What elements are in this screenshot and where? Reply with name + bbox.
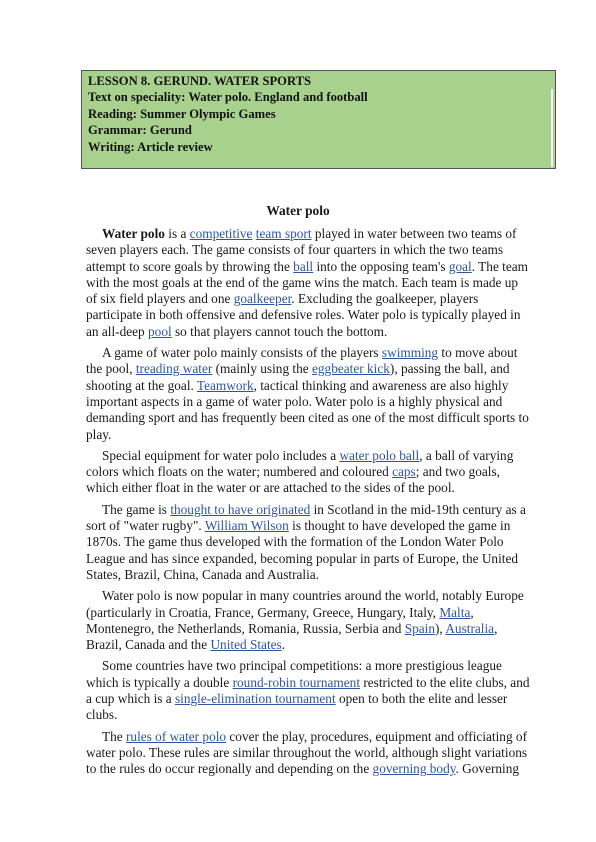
- text-run: . Governing: [455, 761, 520, 777]
- text-line: [86, 745, 551, 761]
- text-line: [86, 242, 551, 258]
- hyperlink[interactable]: thought to have originated: [170, 501, 311, 517]
- hyperlink[interactable]: Teamwork: [196, 377, 254, 393]
- text-run: cover the play, procedures, equipment and officiating of: [226, 728, 527, 744]
- text-line: [86, 518, 551, 534]
- text-run: A game of water polo mainly consists of the players: [102, 345, 382, 361]
- hyperlink[interactable]: goal: [448, 258, 472, 274]
- text-line: [86, 410, 551, 426]
- paragraph: [86, 345, 551, 443]
- hyperlink[interactable]: pool: [148, 323, 172, 339]
- writing-line: Writing: Article review: [88, 139, 213, 154]
- bold-term: Water polo: [102, 226, 165, 241]
- text-line: [86, 378, 551, 394]
- hyperlink[interactable]: eggbeater kick: [312, 361, 390, 377]
- text-run: sort of "water rugby".: [86, 518, 205, 534]
- hyperlink[interactable]: treading water: [135, 361, 213, 377]
- text-line: [86, 551, 551, 567]
- text-line: [86, 691, 551, 707]
- text-line: [86, 588, 551, 604]
- text-run: .: [281, 637, 286, 653]
- text-run: which is typically a double: [86, 674, 233, 690]
- paragraph: [86, 502, 551, 583]
- text-run: play.: [86, 426, 112, 442]
- text-run: 1870s. The game thus developed with the formation of the London Water Polo: [86, 534, 504, 550]
- text-run: ; and two goals,: [415, 464, 500, 480]
- text-run: played in water between two teams of: [311, 226, 517, 241]
- text-line: [86, 226, 551, 242]
- text-line: [86, 675, 551, 691]
- grammar-line: Grammar: Gerund: [88, 123, 192, 138]
- hyperlink[interactable]: United States: [210, 637, 282, 653]
- text-run: is a: [164, 226, 190, 241]
- text-run: ),: [434, 620, 446, 636]
- text-line: [86, 761, 551, 777]
- paragraph: [86, 658, 551, 723]
- header-right-rule: [551, 89, 553, 167]
- text-run: , a ball of varying: [419, 447, 514, 463]
- text-line: [86, 502, 551, 518]
- article-title: Water polo: [266, 203, 330, 218]
- text-line: [86, 621, 551, 637]
- text-run: shooting at the goal.: [86, 377, 197, 393]
- hyperlink[interactable]: water polo ball: [339, 447, 420, 463]
- text-run: , tactical thinking and awareness are also highly: [253, 377, 509, 393]
- text-run: The: [102, 728, 126, 744]
- paragraph: [86, 226, 551, 340]
- lesson-title: LESSON 8. GERUND. WATER SPORTS: [88, 74, 312, 88]
- text-run: participate in both offensive and defensive roles. Water polo is typically played in: [86, 307, 521, 323]
- text-line: [86, 394, 551, 410]
- hyperlink[interactable]: governing body: [372, 761, 456, 777]
- text-run: is thought to have developed the game in: [288, 518, 511, 534]
- lesson-header-box: [81, 70, 556, 169]
- text-line: [86, 637, 551, 653]
- text-line: [86, 259, 551, 275]
- hyperlink[interactable]: competitive: [189, 226, 253, 241]
- text-run: ), passing the ball, and: [389, 361, 510, 377]
- text-run: (particularly in Croatia, France, Germany, Greece, Hungary, Italy,: [86, 604, 440, 620]
- text-run: Montenegro, the Netherlands, Romania, Russia, Serbia and: [86, 620, 405, 636]
- text-run: to move about: [438, 345, 518, 361]
- text-run: States, Brazil, China, Canada and Australia.: [86, 566, 320, 582]
- paragraph: [86, 588, 551, 653]
- text-line: [86, 567, 551, 583]
- text-run: demanding sport and has frequently been cited as one of the most difficult sports to: [86, 410, 529, 426]
- text-line: [86, 361, 551, 377]
- article-body: [86, 226, 551, 783]
- text-run: Some countries have two principal competitions: a more prestigious league: [102, 658, 502, 674]
- text-line: [86, 307, 551, 323]
- hyperlink[interactable]: caps: [392, 464, 416, 480]
- text-run: water polo. These rules are similar throughout the world, although slight variations: [86, 744, 528, 760]
- text-line: [86, 534, 551, 550]
- text-run: Special equipment for water polo includes a: [102, 447, 340, 463]
- hyperlink[interactable]: single-elimination tournament: [175, 691, 336, 707]
- text-run: colors which floats on the water; numbered and coloured: [86, 464, 393, 480]
- text-run: open to both the elite and lesser: [335, 691, 508, 707]
- text-line: [86, 324, 551, 340]
- text-run: . The team: [471, 258, 529, 274]
- text-run: clubs.: [86, 707, 118, 723]
- text-line: [86, 605, 551, 621]
- text-line: [86, 345, 551, 361]
- text-line: [86, 480, 551, 496]
- hyperlink[interactable]: Spain: [404, 620, 435, 636]
- hyperlink[interactable]: round-robin tournament: [232, 674, 361, 690]
- hyperlink[interactable]: ball: [293, 258, 314, 274]
- text-line: [86, 707, 551, 723]
- hyperlink[interactable]: team sport: [255, 226, 312, 241]
- text-run: to the rules do occur regionally and depending on the: [86, 761, 373, 777]
- text-run: so that players cannot touch the bottom.: [171, 323, 388, 339]
- text-run: of six field players and one: [86, 291, 234, 307]
- text-run: ,: [494, 620, 498, 636]
- hyperlink[interactable]: Australia: [445, 620, 495, 636]
- text-run: with the most goals at the end of the game wins the match. Each team is made up: [86, 274, 519, 290]
- hyperlink[interactable]: William Wilson: [204, 518, 289, 534]
- paragraph: [86, 448, 551, 497]
- text-line: [86, 658, 551, 674]
- text-line: [86, 448, 551, 464]
- text-run: Brazil, Canada and the: [86, 637, 211, 653]
- text-run: Water polo is now popular in many countries around the world, notably Europe: [102, 588, 524, 604]
- speciality-text-line: Text on speciality: Water polo. England and football: [88, 90, 368, 105]
- text-run: League and has since expanded, becoming popular in parts of Europe, the United: [86, 550, 519, 566]
- text-run: a cup which is a: [86, 691, 175, 707]
- hyperlink[interactable]: swimming: [381, 345, 439, 361]
- text-run: ,: [470, 604, 474, 620]
- text-run: into the opposing team's: [313, 258, 449, 274]
- text-run: an all-deep: [86, 323, 149, 339]
- text-run: the pool,: [86, 361, 136, 377]
- text-line: [86, 427, 551, 443]
- text-run: (mainly using the: [212, 361, 312, 377]
- text-run: restricted to the elite clubs, and: [360, 674, 530, 690]
- text-line: [86, 275, 551, 291]
- paragraph: [86, 729, 551, 778]
- text-run: important aspects in a game of water polo. Water polo is a highly physical and: [86, 393, 503, 409]
- text-line: [86, 729, 551, 745]
- hyperlink[interactable]: goalkeeper: [233, 291, 292, 307]
- text-run: which either float in the water or are attached to the sides of the pool.: [86, 480, 455, 496]
- text-run: attempt to score goals by throwing the: [86, 258, 294, 274]
- text-run: . Excluding the goalkeeper, players: [291, 291, 479, 307]
- text-run: The game is: [102, 501, 171, 517]
- text-run: seven players each. The game consists of four quarters in which the two teams: [86, 242, 504, 258]
- text-run: in Scotland in the mid-19th century as a: [310, 501, 526, 517]
- reading-line: Reading: Summer Olympic Games: [88, 106, 276, 121]
- hyperlink[interactable]: rules of water polo: [126, 728, 227, 744]
- text-line: [86, 291, 551, 307]
- hyperlink[interactable]: Malta: [439, 604, 471, 620]
- text-line: [86, 464, 551, 480]
